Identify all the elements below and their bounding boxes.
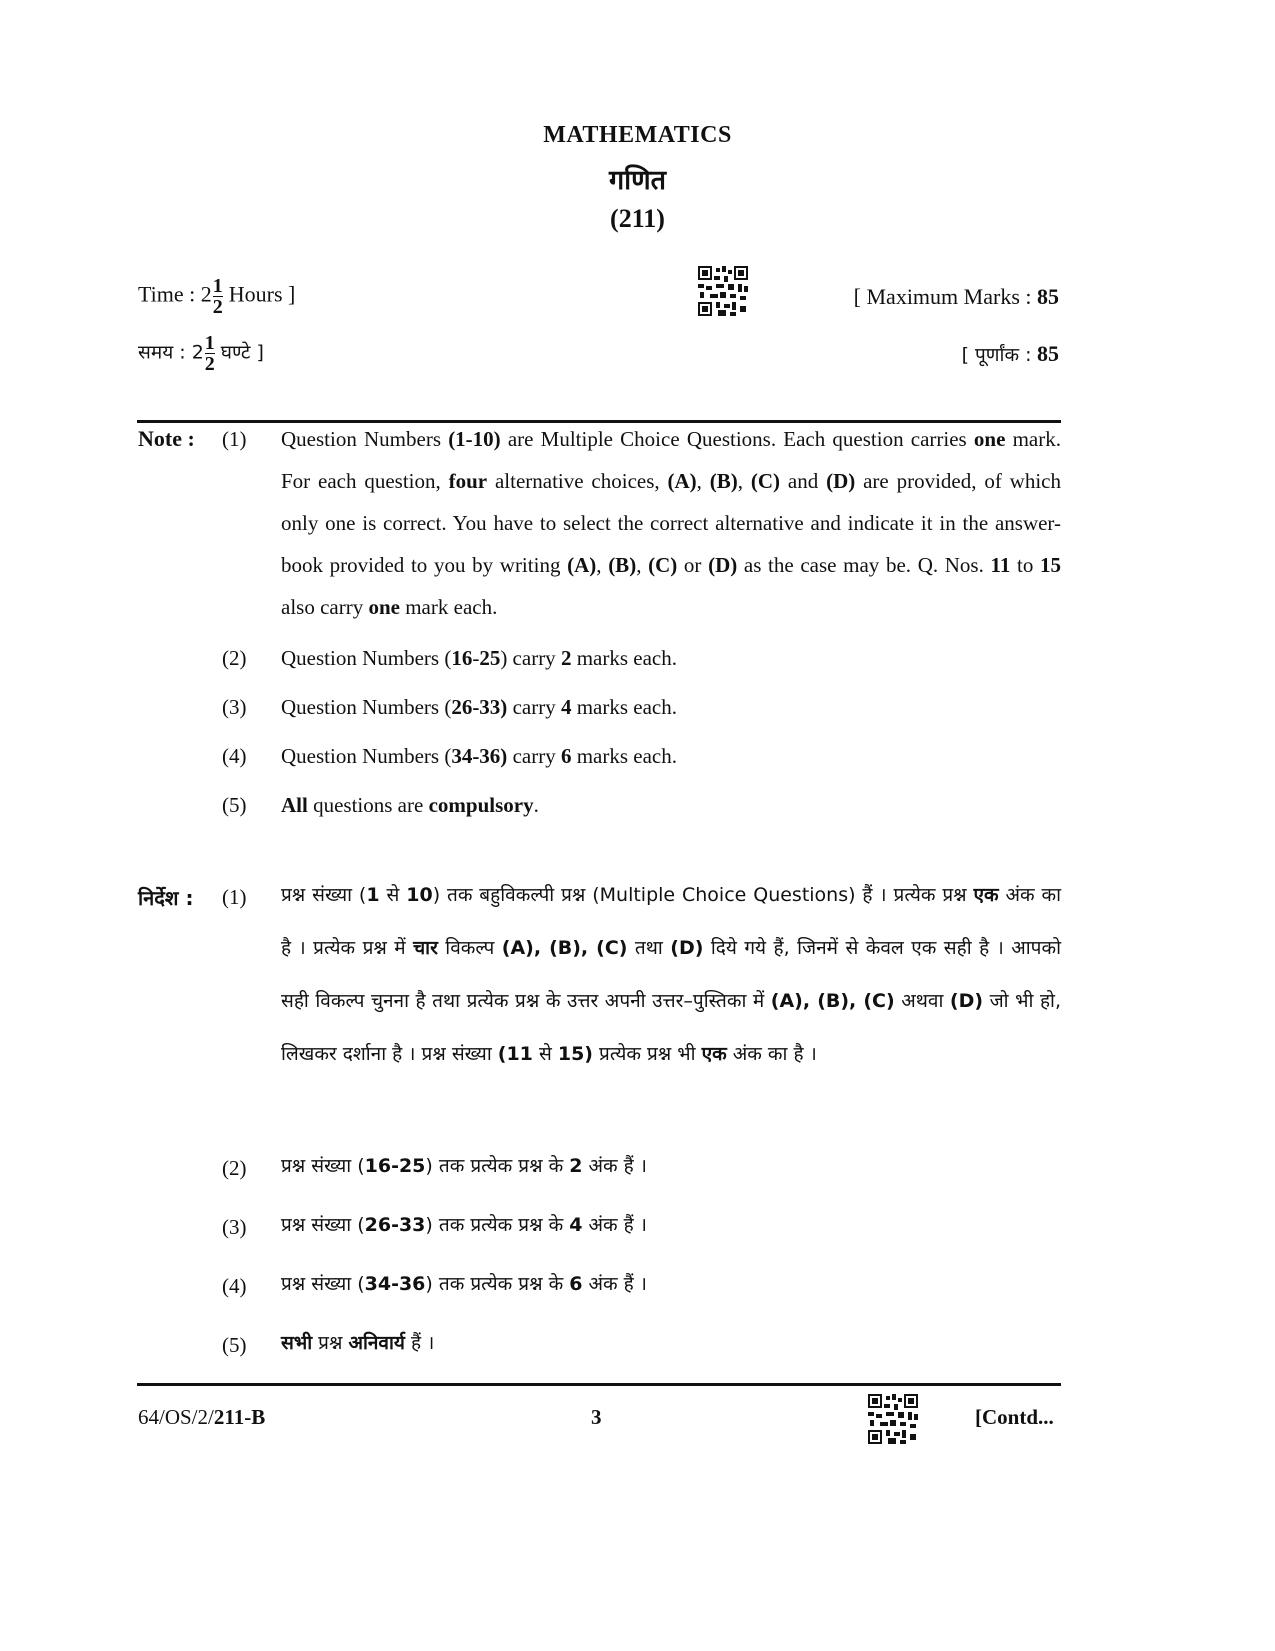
max-marks-en: [ Maximum Marks : 85 xyxy=(853,284,1059,309)
nirdesh-num-3: (3) xyxy=(222,1215,247,1239)
nirdesh-item-2: प्रश्न संख्या (16-25) तक प्रत्येक प्रश्न के 2 अंक हैं । xyxy=(281,1155,647,1177)
nirdesh-item-4: प्रश्न संख्या (34-36) तक प्रत्येक प्रश्न के 6 अंक हैं । xyxy=(281,1273,647,1295)
nirdesh-item-5: सभी प्रश्न अनिवार्य हैं । xyxy=(281,1332,435,1354)
note-num-5: (5) xyxy=(222,793,247,817)
paper-code: 64/OS/2/211-B xyxy=(138,1405,266,1429)
note-item-3: Question Numbers (26-33) carry 4 marks each. xyxy=(281,695,677,719)
note-num-1: (1) xyxy=(222,427,247,451)
nirdesh-num-5: (5) xyxy=(222,1333,247,1357)
footer-divider xyxy=(137,1383,1061,1386)
time-hi-unit: घण्टे ] xyxy=(220,341,264,364)
time-hi-label: समय : 2 xyxy=(138,341,204,364)
page-number: 3 xyxy=(591,1405,602,1429)
qr-code-icon xyxy=(698,266,748,316)
qr-code-icon xyxy=(868,1394,918,1444)
nirdesh-item-1: प्रश्न संख्या (1 से 10) तक बहुविकल्पी प्रश्न (Multiple Choice Questions) हैं । प्रत्येक प्रश्न एक अंक का है । प्रत्येक प्रश्न में चार विकल्प (A), (B), (C) तथा (D) दिये गये हैं, जिनमें से केवल एक सही है । आपको सही विकल्प चुनना है तथा प्रत्येक प्रश्न के उत्तर अपनी उत्तर–पुस्तिका में (A), (B), (C) अथवा (D) जो भी हो, लिखकर दर्शाना है । प्रश्न संख्या (11 से 15) प्रत्येक प्रश्न भी एक अंक का है । xyxy=(281,884,1062,1065)
nirdesh-label: निर्देश : xyxy=(138,886,194,910)
time-fraction: $\frac{1}{2}$ xyxy=(212,275,223,318)
nirdesh-num-1: (1) xyxy=(222,885,247,909)
nirdesh-num-2: (2) xyxy=(222,1156,247,1180)
time-hi xyxy=(138,333,264,374)
note-item-5: All questions are compulsory. xyxy=(281,793,539,817)
note-item-4: Question Numbers (34-36) carry 6 marks each. xyxy=(281,744,677,768)
subject-title-en: MATHEMATICS xyxy=(543,122,732,148)
continued-label: [Contd... xyxy=(975,1405,1054,1429)
max-marks-hi: [ पूर्णांक : 85 xyxy=(961,341,1059,366)
nirdesh-item-3: प्रश्न संख्या (26-33) तक प्रत्येक प्रश्न के 4 अंक हैं । xyxy=(281,1214,647,1236)
nirdesh-num-4: (4) xyxy=(222,1274,247,1298)
time-en xyxy=(138,276,295,317)
subject-code: (211) xyxy=(610,204,665,233)
subject-title-hi: गणित xyxy=(608,165,667,196)
note-num-2: (2) xyxy=(222,646,247,670)
note-num-3: (3) xyxy=(222,695,247,719)
note-num-4: (4) xyxy=(222,744,247,768)
note-label: Note : xyxy=(138,426,195,451)
time-en-label: Time : 2 xyxy=(138,281,212,307)
time-en-unit: Hours ] xyxy=(228,281,296,307)
note-item-2: Question Numbers (16-25) carry 2 marks each. xyxy=(281,646,677,670)
time-fraction-hi: $\frac{1}{2}$ xyxy=(204,332,215,375)
note-item-1: Question Numbers (1-10) are Multiple Choice Questions. Each question carries one mark. For each question, four alternative choices, (A), (B), (C) and (D) are provided, of which only one is correct. You have to select the correct alternative and indicate it in the answer-book provided to you by writing (A), (B), (C) or (D) as the case may be. Q. Nos. 11 to 15 also carry one mark each. xyxy=(281,427,1062,619)
